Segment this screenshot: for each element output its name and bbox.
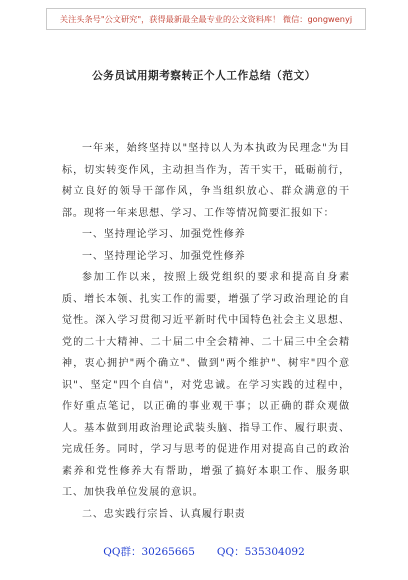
- document-title: 公务员试用期考察转正个人工作总结（范文）: [92, 70, 316, 82]
- qq-group-number: QQ群：30265665: [103, 546, 195, 558]
- section-2-heading: 二、忠实践行宗旨、认真履行职责: [82, 508, 246, 520]
- promo-banner: 关注头条号"公文研究"，获得最新最全最专业的公文资料库！ 微信：gongwenyj: [46, 8, 366, 30]
- document-body: [62, 138, 350, 525]
- section-1-paragraph: 参加工作以来，按照上级党组织的要求和提高自身素质、增长本领、扎实工作的需要，增强了学习政治理论的自觉性。深入学习贯彻习近平新时代中国特色社会主义思想、党的二十大精神、二十届二中全会精神、二十届三中全会精神，衷心拥护"两个确立"、做到"两个维护"、树牢"四个意识"、坚定"四个自信"，对党忠诚。在学习实践的过程中，作好重点笔记，以正确的事业观干事；以正确的群众观做人。基本做到用政治理论武装头脑、指导工作、履行职责、完成任务。同时，学习与思考的促进作用对提高自己的政治素养和党性修养大有帮助，增强了搞好本职工作、服务职工、加快我单位发展的意识。: [62, 272, 350, 498]
- footer-contact: [0, 544, 408, 559]
- qq-number: QQ：535304092: [216, 546, 305, 558]
- section-1-subheading: 一、坚持理论学习、加强党性修养: [82, 250, 246, 262]
- section-1-heading: 一、坚持理论学习、加强党性修养: [82, 229, 246, 240]
- intro-paragraph: 一年来，始终坚持以"坚持以人为本执政为民理念"为目标，切实转变作风，主动担当作为，苦干实干，砥砺前行，树立良好的领导干部作风，争当组织放心、群众满意的干部。现将一年来思想、学习、工作等情况简要汇报如下：: [62, 143, 350, 219]
